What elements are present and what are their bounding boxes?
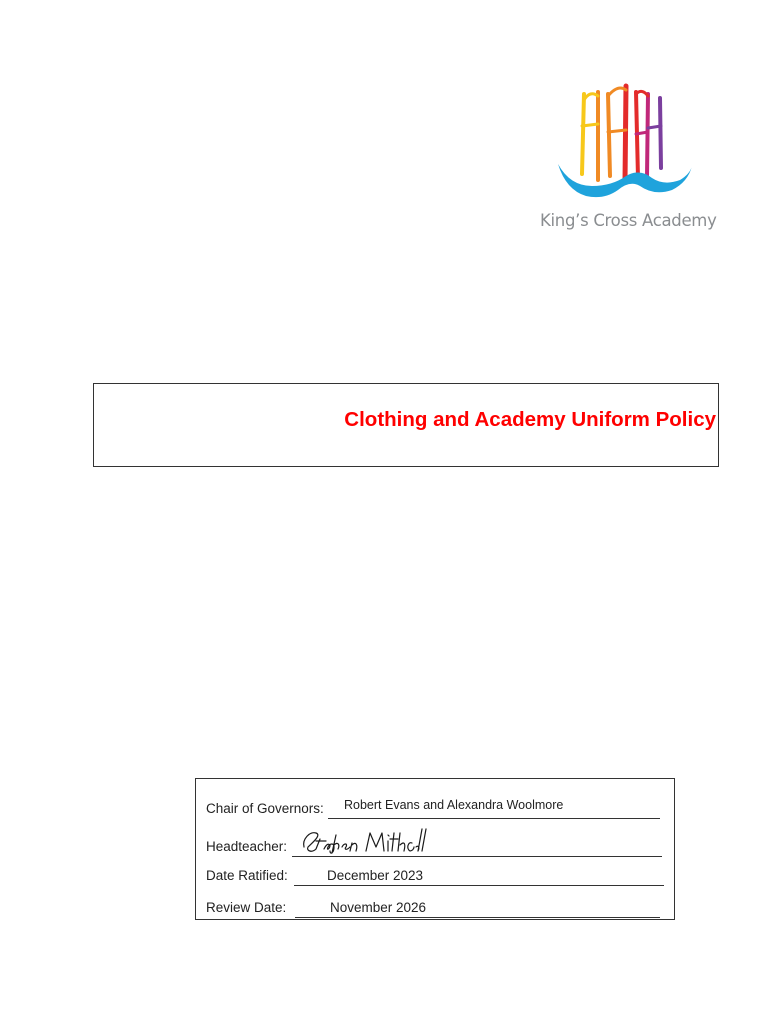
chair-of-governors-label: Chair of Governors: <box>206 801 324 816</box>
date-ratified-label: Date Ratified: <box>206 868 288 883</box>
title-box <box>93 383 719 467</box>
academy-logo <box>540 82 718 242</box>
chair-of-governors-underline <box>328 818 660 819</box>
chair-of-governors-value: Robert Evans and Alexandra Woolmore <box>344 798 564 812</box>
logo-text: King’s Cross Academy <box>540 211 717 230</box>
review-date-underline <box>295 917 660 918</box>
review-date-value: November 2026 <box>330 900 427 915</box>
date-ratified-row <box>206 868 424 888</box>
review-date-label: Review Date: <box>206 900 287 915</box>
headteacher-row <box>206 839 287 859</box>
date-ratified-underline <box>294 885 664 886</box>
approval-box <box>195 778 675 920</box>
document-title: Clothing and Academy Uniform Policy <box>344 408 716 431</box>
headteacher-signature <box>300 825 430 857</box>
review-date-row <box>206 900 427 920</box>
headteacher-label: Headteacher: <box>206 839 288 854</box>
academy-logo-mark-icon <box>548 82 698 207</box>
date-ratified-value: December 2023 <box>327 868 424 883</box>
chair-of-governors-row <box>206 798 564 821</box>
